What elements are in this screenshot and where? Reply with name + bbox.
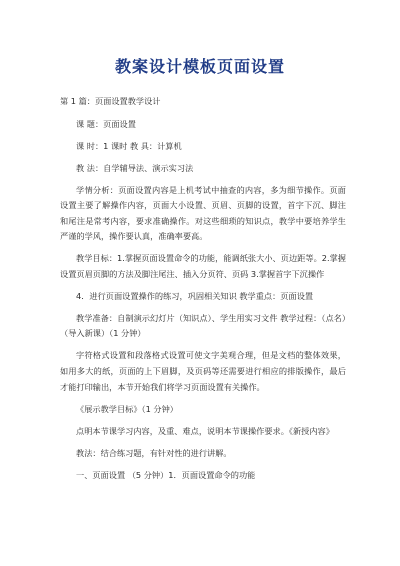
paragraph-topic: 课 题：页面设置 <box>76 118 136 129</box>
section-heading: 第 1 篇：页面设置教学设计 <box>60 96 161 106</box>
document-title: 教案设计模板页面设置 <box>114 57 285 76</box>
paragraph-method: 教 法：自学辅导法、演示实习法 <box>76 162 194 173</box>
paragraph-teaching-method: 教法：结合练习题，有针对性的进行讲解。 <box>76 447 232 458</box>
paragraph-hours-tools: 课 时：1 课时 教 具：计算机 <box>76 140 182 151</box>
paragraph-key-points: 点明本节课学习内容，及重、难点，说明本节课操作要求。《新授内容》 <box>76 425 334 436</box>
document-body <box>60 94 346 490</box>
paragraph-show-goals: 《展示教学目标》（1 分钟） <box>76 403 178 414</box>
paragraph-page-setup: 一、页面设置 （5 分钟）1．页面设置命令的功能 <box>76 469 256 480</box>
paragraph-practice-focus: 4．进行页面设置操作的练习，巩固相关知识 教学重点：页面设置 <box>76 290 314 301</box>
paragraph-preparation: 教学准备：自制演示幻灯片（知识点）、学生用实习文件 教学过程：（点名）（导入新课）（1 分钟） <box>60 312 346 339</box>
paragraph-learner-analysis: 学情分析：页面设置内容是上机考试中抽查的内容，多为细节操作。页面设置主要了解操作内容，页面大小设置、页眉、页脚的设置，首字下沉、脚注和尾注是常考内容，要求准确操作。对这些细琐的知识点，教学中要培养学生严谨的学风，操作要认真，准确率要高。 <box>60 184 346 242</box>
paragraph-introduction: 字符格式设置和段落格式设置可使文字美观合理，但是文档的整体效果，如用多大的纸，页面的上下眉脚，及页码等还需要进行相应的排版操作，最后才能打印输出，本节开始我们将学习页面设置有关操作。 <box>60 350 346 392</box>
paragraph-objectives: 教学目标：1.掌握页面设置命令的功能，能调纸张大小、页边距等。2.掌握设置页眉页脚的方法及脚注尾注、插入分页符、页码 3.掌握首字下沉操作 <box>60 253 346 279</box>
